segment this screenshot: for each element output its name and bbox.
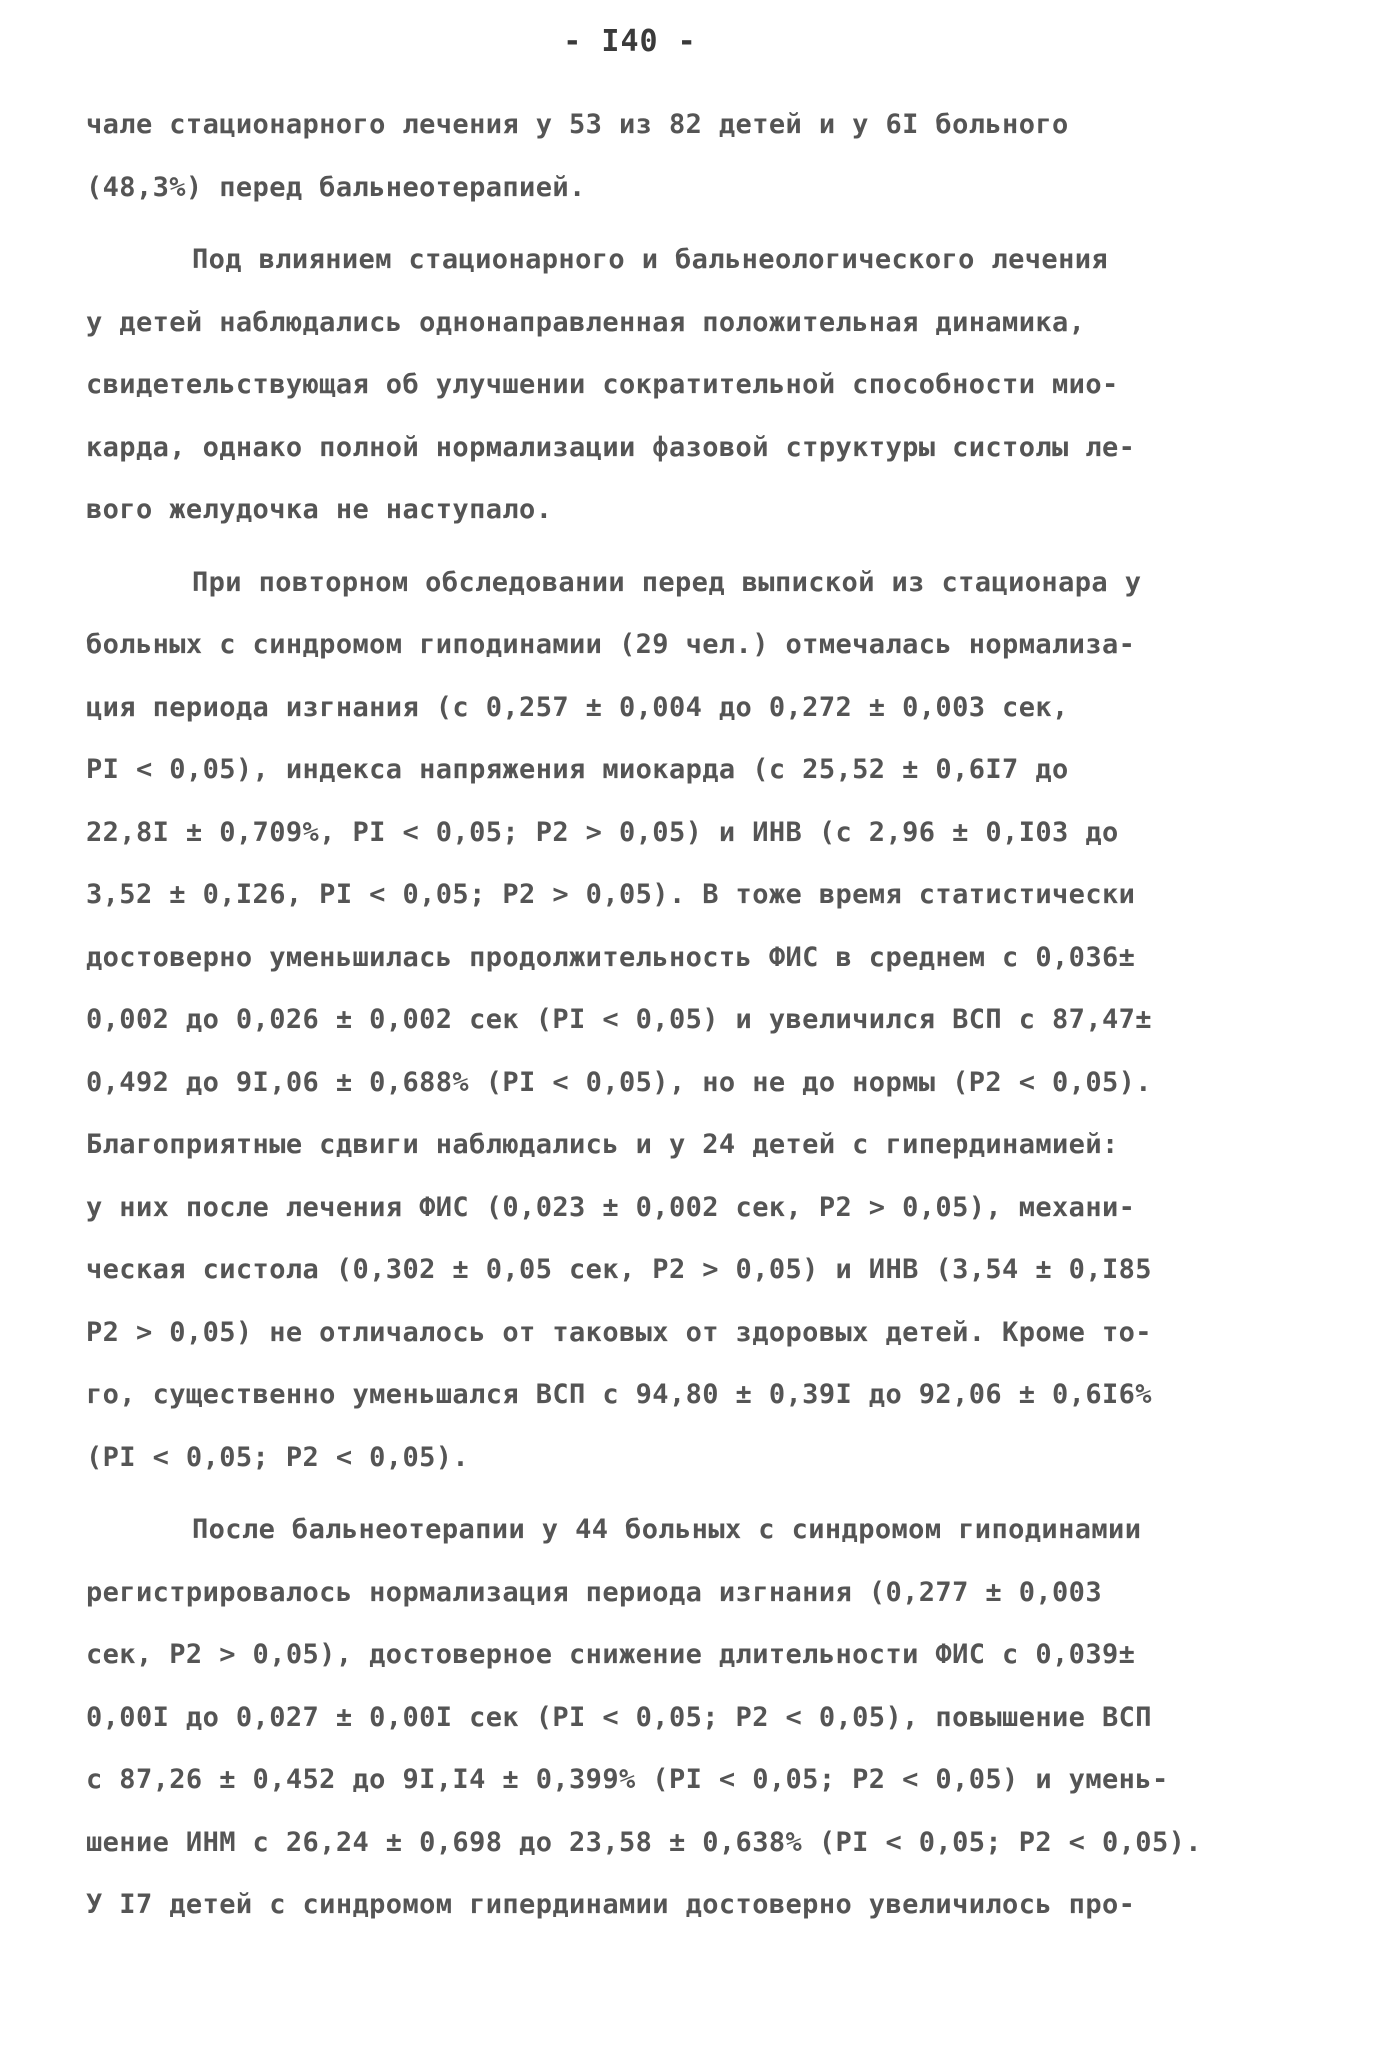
text-line: PI < 0,05), индекса напряжения миокарда (с 25,52 ± 0,6I7 до — [86, 754, 1069, 785]
text-line: у детей наблюдались однонаправленная положительная динамика, — [86, 306, 1086, 338]
text-line: больных с синдромом гиподинамии (29 чел.) отмечалась нормализа- — [86, 629, 1136, 660]
page-number: - I40 - — [563, 24, 697, 59]
paragraph-start-line: После бальнеотерапии у 44 больных с синдромом гиподинамии — [192, 1514, 1142, 1545]
text-line: 0,002 до 0,026 ± 0,002 сек (PI < 0,05) и увеличился ВСП с 87,47± — [86, 1004, 1152, 1035]
text-line: ческая систола (0,302 ± 0,05 сек, P2 > 0,05) и ИНВ (3,54 ± 0,I85 — [86, 1254, 1152, 1285]
text-line: сек, P2 > 0,05), достоверное снижение длительности ФИС с 0,039± — [86, 1639, 1136, 1670]
text-line: с 87,26 ± 0,452 до 9I,I4 ± 0,399% (PI < 0,05; P2 < 0,05) и умень- — [86, 1764, 1169, 1795]
paragraph-start-line: Под влиянием стационарного и бальнеологического лечения — [192, 244, 1109, 275]
text-line: 3,52 ± 0,I26, PI < 0,05; P2 > 0,05). В тоже время статистически — [86, 879, 1136, 910]
text-line: 0,00I до 0,027 ± 0,00I сек (PI < 0,05; P2 < 0,05), повышение ВСП — [86, 1701, 1152, 1733]
text-line: чале стационарного лечения у 53 из 82 детей и у 6I больного — [86, 109, 1069, 140]
text-line: P2 > 0,05) не отличалось от таковых от здоровых детей. Кроме то- — [86, 1316, 1152, 1348]
text-line: свидетельствующая об улучшении сократительной способности мио- — [86, 369, 1119, 400]
text-line: 22,8I ± 0,709%, PI < 0,05; P2 > 0,05) и ИНВ (с 2,96 ± 0,I03 до — [86, 816, 1119, 848]
text-line: (48,3%) перед бальнеотерапией. — [86, 171, 586, 203]
text-line: У I7 детей с синдромом гипердинамии достоверно увеличилось про- — [86, 1889, 1136, 1920]
text-line: 0,492 до 9I,06 ± 0,688% (PI < 0,05), но не до нормы (P2 < 0,05). — [86, 1066, 1152, 1098]
text-line: ция периода изгнания (с 0,257 ± 0,004 до 0,272 ± 0,003 сек, — [86, 691, 1069, 723]
text-line: Благоприятные сдвиги наблюдались и у 24 детей с гипердинамией: — [86, 1129, 1119, 1160]
paragraph-start-line: При повторном обследовании перед выпиской из стационара у — [192, 566, 1142, 598]
text-line: вого желудочка не наступало. — [86, 494, 553, 525]
text-line: регистрировалось нормализация периода изгнания (0,277 ± 0,003 — [86, 1576, 1102, 1608]
text-line: (PI < 0,05; P2 < 0,05). — [86, 1441, 470, 1473]
text-line: го, существенно уменьшался ВСП с 94,80 ± 0,39I до 92,06 ± 0,6I6% — [86, 1379, 1152, 1410]
text-line: достоверно уменьшилась продолжительность ФИС в среднем с 0,036± — [86, 941, 1136, 973]
text-line: шение ИНМ с 26,24 ± 0,698 до 23,58 ± 0,638% (PI < 0,05; P2 < 0,05). — [86, 1826, 1202, 1858]
body-text — [86, 94, 1326, 1937]
text-line: карда, однако полной нормализации фазовой структуры систолы ле- — [86, 431, 1136, 463]
text-line: у них после лечения ФИС (0,023 ± 0,002 сек, P2 > 0,05), механи- — [86, 1191, 1136, 1223]
